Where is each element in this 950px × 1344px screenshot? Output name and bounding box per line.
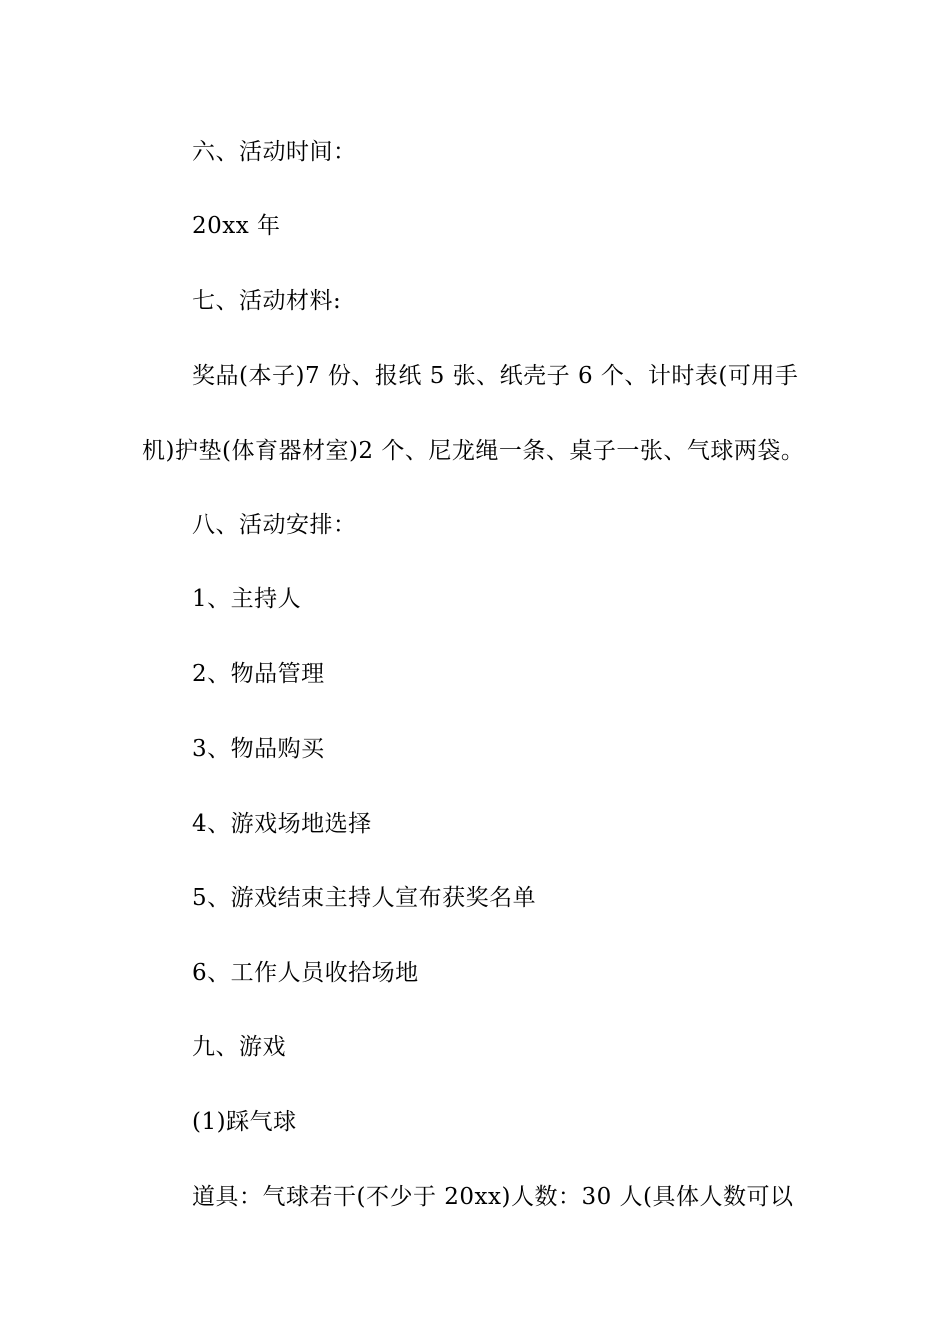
paragraph-materials-line-2: 机)护垫(体育器材室)2 个、尼龙绳一条、桌子一张、气球两袋。: [142, 438, 805, 464]
list-item-award-announcement: 5、游戏结束主持人宣布获奖名单: [192, 885, 537, 911]
section-heading-activity-time: 六、活动时间：: [192, 139, 357, 165]
list-item-venue-selection: 4、游戏场地选择: [192, 811, 372, 837]
section-heading-games: 九、游戏: [192, 1034, 286, 1060]
game-title-balloon-stomp: (1)踩气球: [192, 1109, 297, 1135]
list-item-item-management: 2、物品管理: [192, 661, 325, 687]
paragraph-materials-line-1: 奖品(本子)7 份、报纸 5 张、纸壳子 6 个、计时表(可用手: [192, 363, 799, 389]
list-item-host: 1、主持人: [192, 586, 302, 612]
paragraph-game-props: 道具：气球若干(不少于 20xx)人数：30 人(具体人数可以: [192, 1184, 794, 1210]
list-item-item-purchase: 3、物品购买: [192, 736, 325, 762]
section-heading-activity-materials: 七、活动材料:: [192, 288, 342, 314]
paragraph-activity-year: 20xx 年: [192, 213, 281, 239]
section-heading-activity-arrangement: 八、活动安排：: [192, 512, 357, 538]
list-item-cleanup: 6、工作人员收拾场地: [192, 960, 419, 986]
